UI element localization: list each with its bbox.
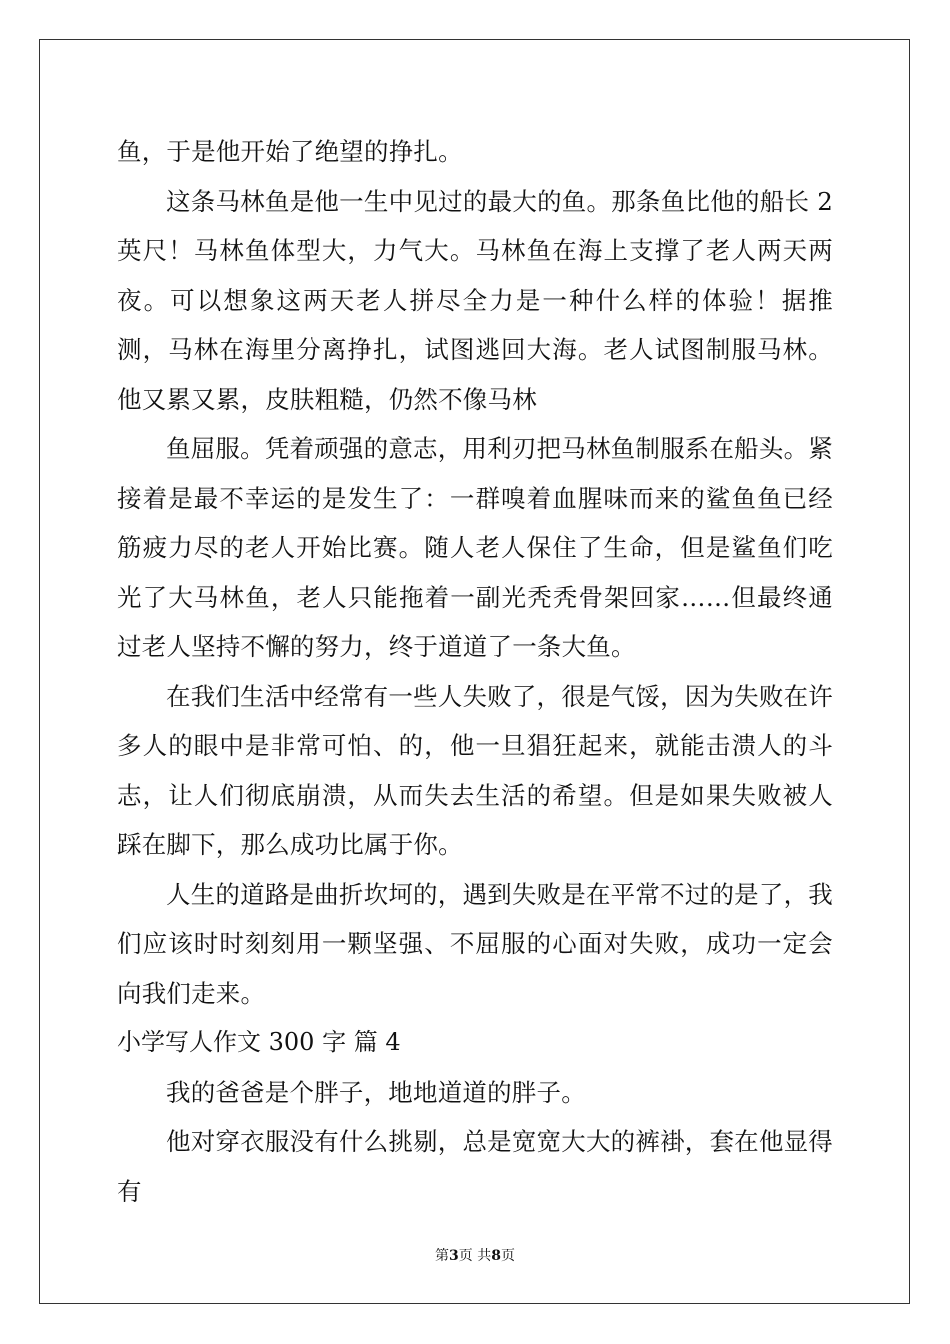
section-heading: 小学写人作文 300 字 篇 4 bbox=[117, 1028, 401, 1056]
paragraph-5: 人生的道路是曲折坎坷的，遇到失败是在平常不过的是了，我们应该时时刻刻用一颗坚强、不屈服的心面对失败，成功一定会向我们走来。 bbox=[117, 879, 833, 1008]
footer-suffix: 页 bbox=[500, 1248, 515, 1264]
page-footer bbox=[0, 1245, 950, 1265]
paragraph-4: 在我们生活中经常有一些人失败了，很是气馁，因为失败在许多人的眼中是非常可怕、的，他一旦猖狂起来，就能击溃人的斗志，让人们彻底崩溃，从而失去生活的希望。但是如果失败被人踩在脚下，那么成功比属于你。 bbox=[117, 681, 833, 859]
footer-mid: 页 共 bbox=[458, 1248, 492, 1264]
footer-page-number: 3 bbox=[449, 1248, 459, 1264]
paragraph-2: 这条马林鱼是他一生中见过的最大的鱼。那条鱼比他的船长 2 英尺！马林鱼体型大，力气大。马林鱼在海上支撑了老人两天两夜。可以想象这两天老人拼尽全力是一种什么样的体验！据推测，马林在海里分离挣扎，试图逃回大海。老人试图制服马林。他又累又累，皮肤粗糙，仍然不像马林 bbox=[117, 186, 833, 414]
footer-total-pages: 8 bbox=[491, 1248, 501, 1264]
footer-prefix: 第 bbox=[435, 1248, 450, 1264]
paragraph-6: 我的爸爸是个胖子，地地道道的胖子。 bbox=[166, 1077, 586, 1107]
paragraph-1: 鱼，于是他开始了绝望的挣扎。 bbox=[117, 137, 463, 166]
paragraph-3: 鱼屈服。凭着顽强的意志，用利刃把马林鱼制服系在船头。紧接着是最不幸运的是发生了：一群嗅着血腥味而来的鲨鱼鱼已经筋疲力尽的老人开始比赛。随人老人保住了生命，但是鲨鱼们吃光了大马林鱼，老人只能拖着一副光秃秃骨架回家……但最终通过老人坚持不懈的努力，终于道道了一条大鱼。 bbox=[117, 434, 833, 661]
document-body bbox=[117, 127, 833, 1216]
paragraph-7: 他对穿衣服没有什么挑剔，总是宽宽大大的裤褂，套在他显得有 bbox=[117, 1127, 833, 1206]
